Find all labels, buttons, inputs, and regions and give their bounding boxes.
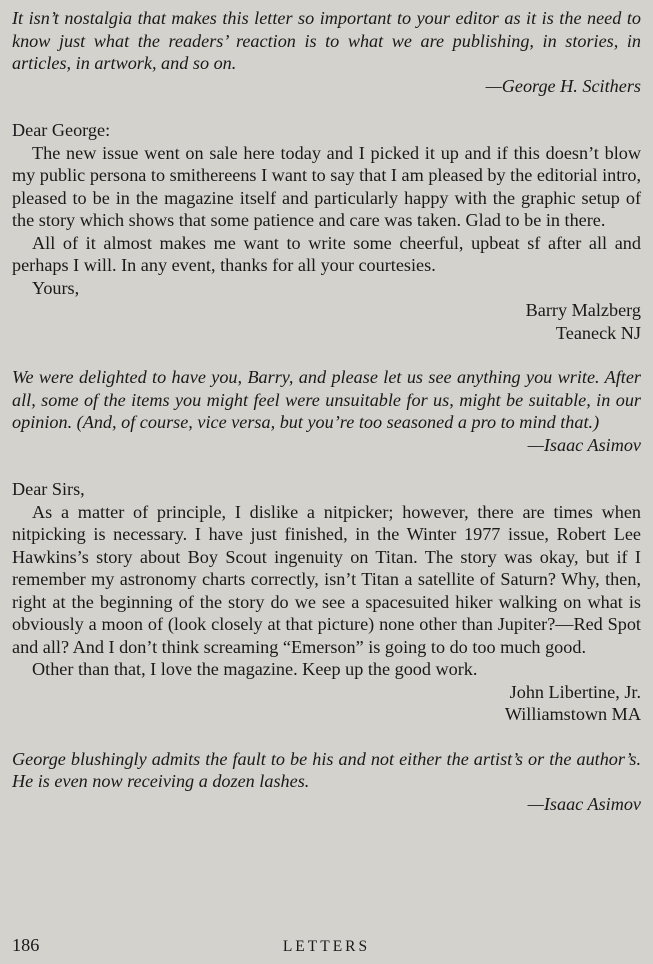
letter-author-location: Teaneck NJ bbox=[555, 322, 641, 343]
editor-reply-2 bbox=[12, 748, 641, 816]
letter-paragraph: The new issue went on sale here today and I picked it up and if this doesn’t blow my public persona to smithereens I want to say that I am pleased by the editorial intro, pleased to be in the magazine itself and particularly happy with the graphic setup of the story which shows that some patience and care was taken. Glad to be in there. bbox=[12, 142, 641, 230]
letter-libertine bbox=[12, 478, 641, 726]
reply-signature: —Isaac Asimov bbox=[527, 793, 641, 814]
page-number: 186 bbox=[12, 935, 40, 955]
page-footer bbox=[12, 934, 641, 959]
letter-paragraph: As a matter of principle, I dislike a nitpicker; however, there are times when nitpicking is necessary. I have just finished, in the Winter 1977 issue, Robert Lee Hawkins’s story about Boy Scout ingenuity on Titan. The story was okay, but if I remember my astronomy charts correctly, isn’t Titan a satellite of Saturn? Why, then, right at the beginning of the story do we see a spacesuited hiker walking on what is obviously a moon of (look closely at that picture) none other than Jupiter?—Red Spot and all? And I don’t think screaming “Emerson” is going to do too much good. bbox=[12, 501, 641, 657]
letter-salutation: Dear Sirs, bbox=[12, 479, 85, 499]
intro-signature: —George H. Scithers bbox=[485, 75, 641, 96]
letter-author-name: John Libertine, Jr. bbox=[509, 681, 641, 702]
reply-text: We were delighted to have you, Barry, and please let us see anything you write. After all, some of the items you might feel were unsuitable for us, might be suitable, in our opinion. (And, of course, vice versa, but you’re too seasoned a pro to mind that.) bbox=[12, 367, 641, 432]
reply-text: George blushingly admits the fault to be his and not either the artist’s or the author’s. He is even now receiving a dozen lashes. bbox=[12, 748, 641, 791]
letter-paragraph: All of it almost makes me want to write some cheerful, upbeat sf after all and perhaps I will. In any event, thanks for all your courtesies. bbox=[12, 232, 641, 275]
letter-closing: Yours, bbox=[32, 277, 80, 298]
running-head: LETTERS bbox=[282, 938, 371, 955]
letter-malzberg bbox=[12, 119, 641, 344]
editor-intro bbox=[12, 7, 641, 97]
editor-reply-1 bbox=[12, 366, 641, 456]
intro-text: It isn’t nostalgia that makes this letter so important to your editor as it is the need to know just what the readers’ reaction is to what we are publishing, in stories, in articles, in artwork, and so on. bbox=[12, 8, 641, 73]
reply-signature: —Isaac Asimov bbox=[527, 434, 641, 455]
letter-salutation: Dear George: bbox=[12, 120, 111, 140]
letter-paragraph: Other than that, I love the magazine. Keep up the good work. bbox=[32, 659, 478, 679]
letter-author-location: Williamstown MA bbox=[504, 704, 641, 724]
letter-author-name: Barry Malzberg bbox=[525, 300, 641, 320]
